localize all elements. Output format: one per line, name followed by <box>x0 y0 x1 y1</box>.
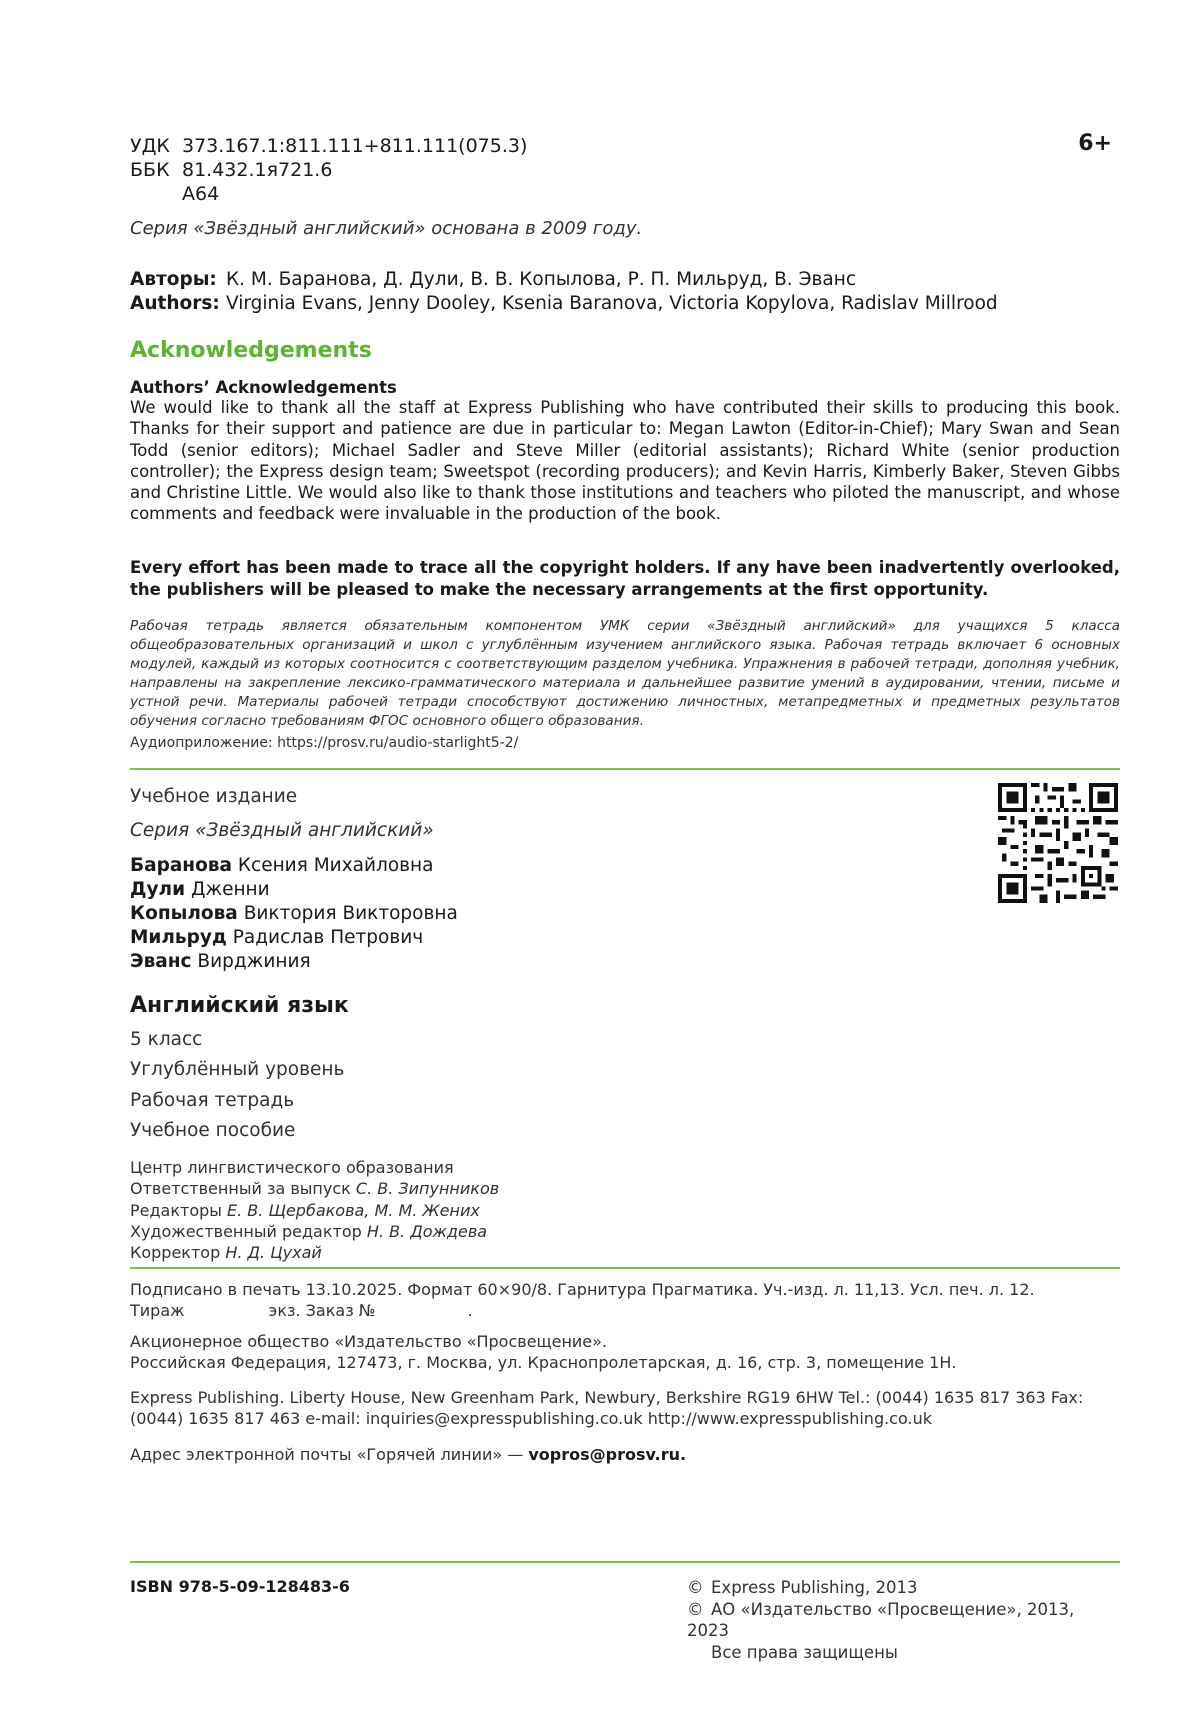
edition-kind: Рабочая тетрадь <box>130 1089 295 1111</box>
publisher-name: Акционерное общество «Издательство «Просвещение». <box>130 1332 608 1351</box>
bbk-value: 81.432.1я721.6 <box>182 159 333 181</box>
age-rating: 6+ <box>1078 131 1112 156</box>
classification-block <box>130 134 527 206</box>
author-name-row: Мильруд Радислав Петрович <box>130 927 424 948</box>
authors-en-names: Virginia Evans, Jenny Dooley, Ksenia Baranova, Victoria Kopylova, Radislav Millrood <box>226 293 998 314</box>
divider-2 <box>130 1267 1120 1269</box>
udk-label: УДК <box>130 135 170 157</box>
authors-en-label: Authors: <box>130 293 220 314</box>
staff-credits: Центр лингвистического образования Ответственный за выпуск С. В. Зипунников Редакторы Е. В. Щербакова, М. М. Жених Художественный редактор Н. В. Дождева Корректор Н. Д. Цухай <box>130 1158 500 1263</box>
responsible-name: С. В. Зипунников <box>355 1179 500 1199</box>
edition-level: Углублённый уровень <box>130 1059 345 1081</box>
copyright-express: Express Publishing, 2013 <box>711 1578 918 1597</box>
art-editor-name: Н. В. Дождева <box>366 1221 488 1241</box>
print-details: Подписано в печать 13.10.2025. Формат 60×90/8. Гарнитура Прагматика. Уч.-изд. л. 11,13. Усл. печ. л. 12. <box>130 1280 1035 1299</box>
publisher-info <box>130 1331 956 1373</box>
hotline-email[interactable]: vopros@prosv.ru. <box>528 1445 687 1464</box>
center-name: Центр лингвистического образования <box>130 1158 454 1177</box>
copyright-prosv: АО «Издательство «Просвещение», 2013, 2023 <box>687 1599 1075 1640</box>
author-name-row: Баранова Ксения Михайловна <box>130 855 434 876</box>
publisher-address: Российская Федерация, 127473, г. Москва, ул. Краснопролетарская, д. 16, стр. 3, помещение 1Н. <box>130 1353 957 1372</box>
authors-ru-label: Авторы: <box>130 269 217 290</box>
copyright-notice: Every effort has been made to trace all the copyright holders. If any have been inadvertently overlooked, the publishers will be pleased to make the necessary arrangements at the first opportunity. <box>130 558 1120 599</box>
divider-3 <box>130 1561 1120 1563</box>
isbn: ISBN 978-5-09-128483-6 <box>130 1577 350 1596</box>
imprint-page <box>130 0 1120 1718</box>
authors-ru-names: К. М. Баранова, Д. Дули, В. В. Копылова, Р. П. Мильруд, В. Эванс <box>226 269 856 290</box>
edition-details <box>130 1025 344 1146</box>
edition-series: Серия «Звёздный английский» <box>130 820 434 841</box>
acknowledgements-heading: Acknowledgements <box>130 338 372 363</box>
author-mark: А64 <box>182 183 220 205</box>
udk-value: 373.167.1:811.111+811.111(075.3) <box>182 135 528 157</box>
series-note: Серия «Звёздный английский» основана в 2009 году. <box>130 218 643 239</box>
authors-block <box>130 268 998 316</box>
proofreader-name: Н. Д. Цухай <box>225 1243 322 1263</box>
edition-grade: 5 класс <box>130 1029 203 1050</box>
author-names-list <box>130 854 458 974</box>
acknowledgements-body: We would like to thank all the staff at Express Publishing who have contributed their skills to producing this book. Thanks for their support and patience are due in particular to: Megan Lawton (Editor-in-Chief); Mary Swan and Sean Todd (senior editors); Michael Sadler and Steve Miller (editorial assistants); Richard White (senior production controller); the Express design team; Sweetspot (recording producers); and Kevin Harris, Kimberly Baker, Steven Gibbs and Christine Little. We would also like to thank those institutions and teachers who piloted the manuscript, and whose comments and feedback were invaluable in the production of the book. <box>130 398 1120 524</box>
acknowledgements-subheading: Authors’ Acknowledgements <box>130 378 397 397</box>
author-name-row: Дули Дженни <box>130 879 270 900</box>
qr-code[interactable] <box>998 783 1118 903</box>
edition-purpose: Учебное пособие <box>130 1119 296 1141</box>
print-run: Тираж экз. Заказ № . <box>130 1301 473 1320</box>
audio-link[interactable]: Аудиоприложение: https://prosv.ru/audio-starlight5-2/ <box>130 735 519 751</box>
author-name-row: Эванс Вирджиния <box>130 951 311 972</box>
express-publishing-info: Express Publishing. Liberty House, New Greenham Park, Newbury, Berkshire RG19 6HW Tel.: (0044) 1635 817 363 Fax: (0044) 1635 817 463 e-mail: inquiries@expresspublishing.co.uk http://www.expresspublishing.co.uk <box>130 1388 1084 1428</box>
divider-1 <box>130 768 1120 770</box>
subject-title: Английский язык <box>130 993 349 1018</box>
copyright-symbol: © <box>687 1578 704 1597</box>
hotline-info: Адрес электронной почты «Горячей линии» — vopros@prosv.ru. <box>130 1445 687 1464</box>
edition-type: Учебное издание <box>130 786 298 807</box>
bbk-label: ББК <box>130 159 170 181</box>
author-name-row: Копылова Виктория Викторовна <box>130 903 458 924</box>
copyright-block: © Express Publishing, 2013 © АО «Издательство «Просвещение», 2013, 2023 Все права защищены <box>687 1578 1075 1662</box>
workbook-description: Рабочая тетрадь является обязательным компонентом УМК серии «Звёздный английский» для учащихся 5 класса общеобразовательных организаций и школ с углублённым изучением английского языка. Рабочая тетрадь включает 6 основных модулей, каждый из которых соотносится с соответствующим разделом учебника. Упражнения в рабочей тетради, дополняя учебник, направлены на закрепление лексико-грамматического материала и дальнейшее развитие умений в аудировании, чтении, письме и устной речи. Материалы рабочей тетради способствуют достижению личностных, метапредметных и предметных результатов обучения согласно требованиям ФГОС основного общего образования. <box>130 618 1120 729</box>
print-info <box>130 1279 1035 1321</box>
rights-reserved: Все права защищены <box>711 1642 898 1662</box>
editors-names: Е. В. Щербакова, М. М. Жених <box>227 1200 480 1220</box>
